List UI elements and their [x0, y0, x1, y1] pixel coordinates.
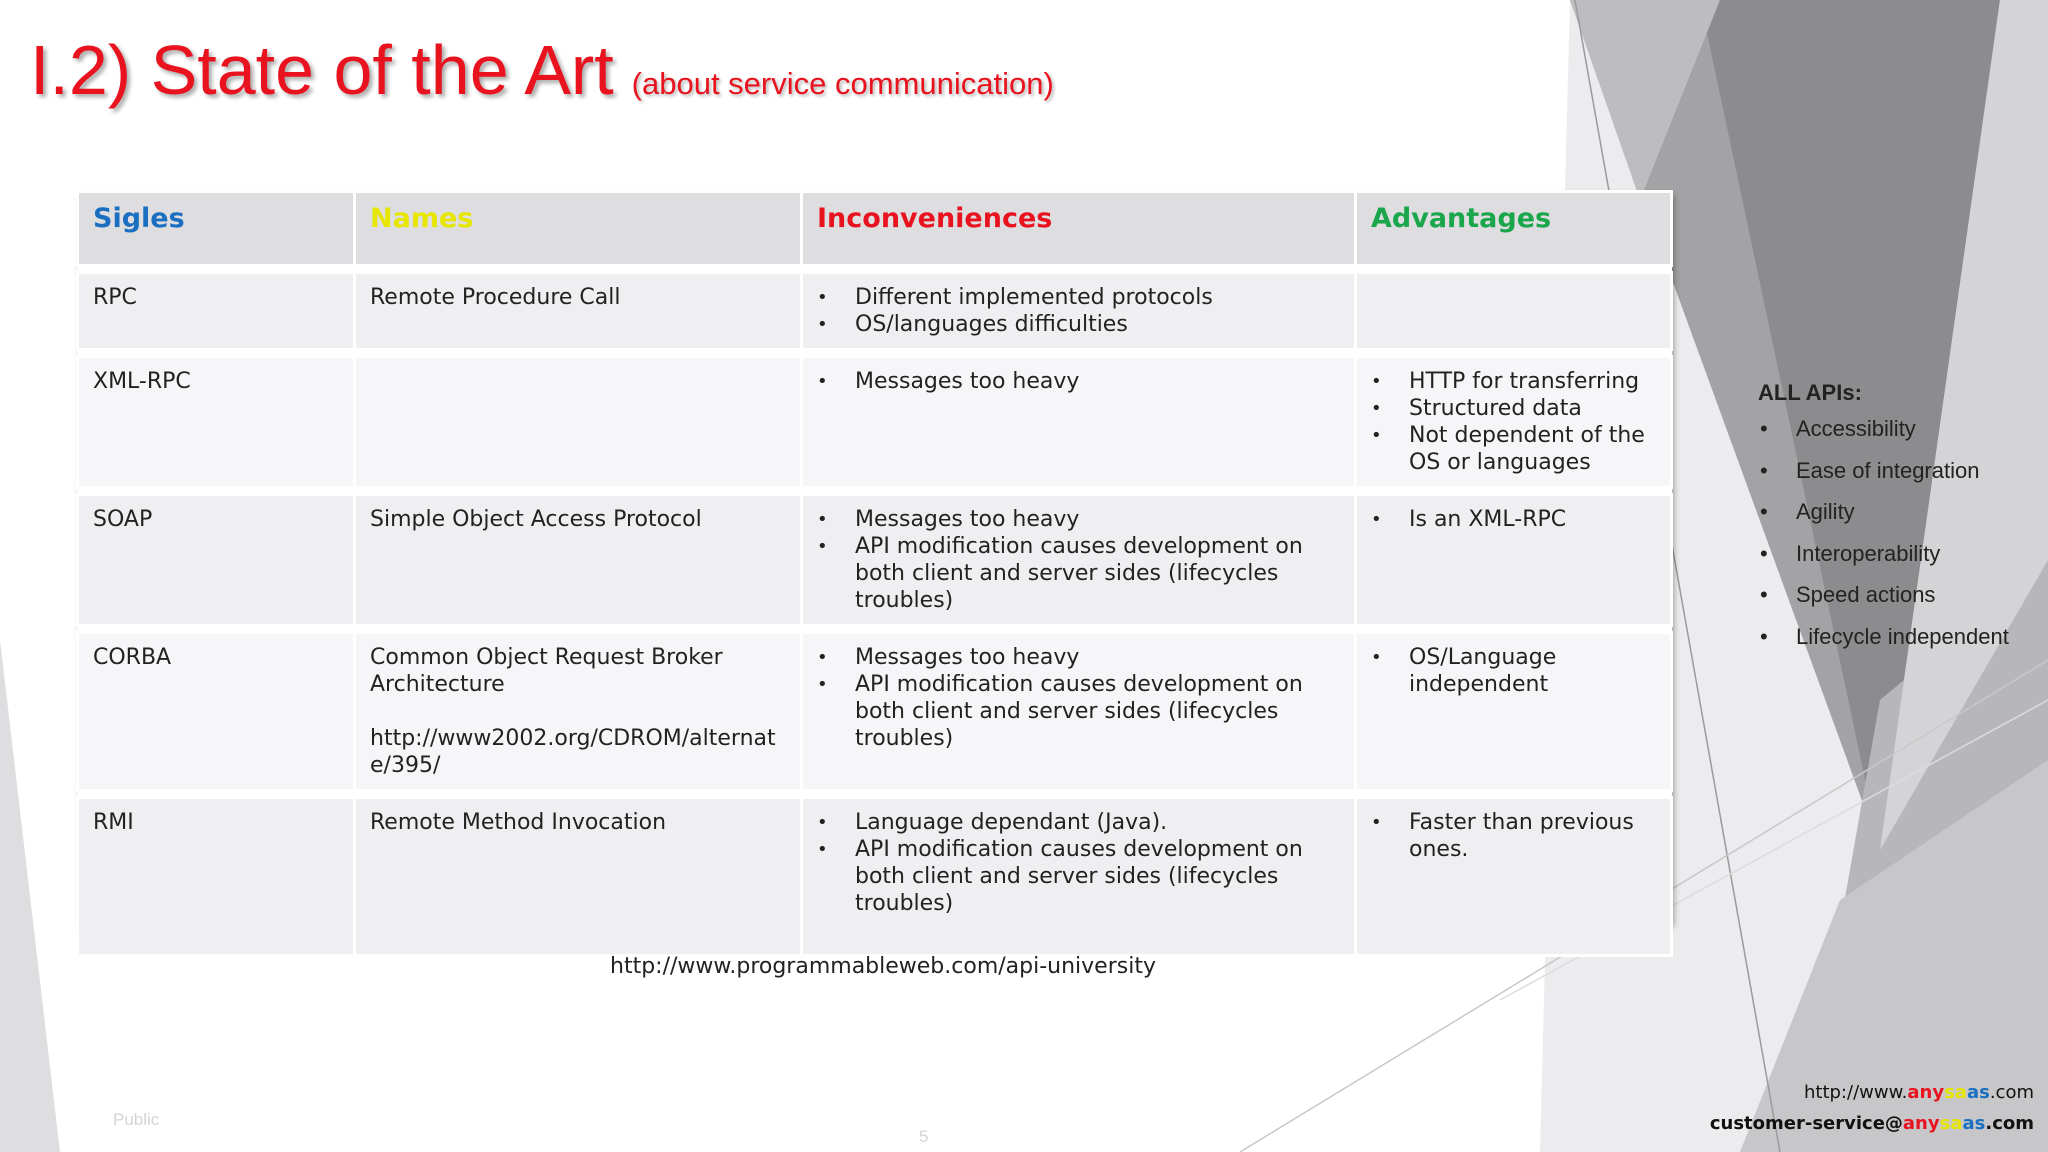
header-advantages: Advantages: [1356, 192, 1672, 266]
advantages-list: [1371, 644, 1656, 698]
row-separator: [78, 350, 1672, 357]
table-row: [78, 495, 1672, 626]
brand-part: sa: [1944, 1082, 1967, 1103]
brand-name: [1903, 1113, 1985, 1134]
list-item: • API modification causes development on both client and server sides (lifecycles troubles): [817, 671, 1340, 752]
cell-advantages: [1356, 798, 1672, 956]
cell-name: [355, 633, 802, 791]
api-item: • Speed actions: [1758, 582, 2009, 624]
table-row: [78, 798, 1672, 956]
cell-sigle: XML-RPC: [78, 357, 355, 488]
inconveniences-list: [817, 809, 1340, 917]
row-separator-cell: [78, 626, 1672, 633]
cell-advantages: [1356, 273, 1672, 350]
list-item: • Different implemented protocols: [817, 284, 1340, 311]
row-separator-cell: [78, 266, 1672, 273]
advantages-list: [1371, 368, 1656, 476]
cell-sigle: RPC: [78, 273, 355, 350]
table-header-row: [78, 192, 1672, 266]
row-separator-cell: [78, 488, 1672, 495]
title-subtitle: (about service communication): [631, 66, 1054, 101]
slide-title: [30, 30, 1054, 110]
brand-name: [1907, 1082, 1989, 1103]
apis-panel: [1758, 380, 2009, 665]
row-separator: [78, 626, 1672, 633]
list-item: • Is an XML-RPC: [1371, 506, 1656, 533]
title-main: I.2) State of the Art: [30, 31, 614, 109]
table-row: [78, 273, 1672, 350]
cell-sigle: CORBA: [78, 633, 355, 791]
name-text: Simple Object Access Protocol: [370, 507, 702, 532]
source-url: http://www.programmableweb.com/api-university: [610, 954, 1156, 979]
row-separator-cell: [78, 350, 1672, 357]
cell-inconveniences: [802, 798, 1356, 956]
brand-part: as: [1966, 1082, 1990, 1103]
list-item: • HTTP for transferring: [1371, 368, 1656, 395]
brand-part: any: [1902, 1113, 1940, 1134]
cell-advantages: [1356, 495, 1672, 626]
apis-heading: ALL APIs:: [1758, 380, 1862, 405]
name-text: Common Object Request Broker Architecture: [370, 645, 723, 697]
list-item: • Language dependant (Java).: [817, 809, 1340, 836]
inconveniences-list: [817, 284, 1340, 338]
contact-website: http://www.anysaas.com: [1803, 1082, 2034, 1103]
cell-name: [355, 273, 802, 350]
row-separator: [78, 488, 1672, 495]
name-text: Remote Method Invocation: [370, 810, 667, 835]
cell-inconveniences: [802, 273, 1356, 350]
inconveniences-list: [817, 506, 1340, 614]
cell-sigle: RMI: [78, 798, 355, 956]
row-separator: [78, 266, 1672, 273]
footer-label: Public: [113, 1110, 160, 1129]
brand-part: sa: [1939, 1113, 1963, 1134]
name-url: http://www2002.org/CDROM/alternate/395/: [370, 726, 776, 778]
cell-advantages: [1356, 633, 1672, 791]
cell-name: [355, 798, 802, 956]
list-item: • Structured data: [1371, 395, 1656, 422]
brand-part: as: [1962, 1113, 1986, 1134]
table-row: [78, 357, 1672, 488]
api-item: • Lifecycle independent: [1758, 624, 2009, 666]
table-body: [78, 266, 1672, 956]
row-separator: [78, 791, 1672, 798]
inconveniences-list: [817, 368, 1340, 395]
inconveniences-list: [817, 644, 1340, 752]
cell-inconveniences: [802, 357, 1356, 488]
cell-inconveniences: [802, 495, 1356, 626]
brand-part: any: [1907, 1082, 1945, 1103]
api-item: • Agility: [1758, 499, 2009, 541]
advantages-list: [1371, 809, 1656, 863]
contact-block: [1710, 1077, 2034, 1139]
header-sigles: Sigles: [78, 192, 355, 266]
cell-inconveniences: [802, 633, 1356, 791]
header-inconveniences: Inconveniences: [802, 192, 1356, 266]
api-item: • Accessibility: [1758, 416, 2009, 458]
list-item: • API modification causes development on both client and server sides (lifecycles troubles): [817, 836, 1340, 917]
list-item: • OS/Language independent: [1371, 644, 1656, 698]
cell-name: [355, 357, 802, 488]
name-text: Remote Procedure Call: [370, 285, 621, 310]
list-item: • Not dependent of the OS or languages: [1371, 422, 1656, 476]
list-item: • Messages too heavy: [817, 506, 1340, 533]
advantages-list: [1371, 506, 1656, 533]
list-item: • Messages too heavy: [817, 368, 1340, 395]
list-item: • OS/languages difficulties: [817, 311, 1340, 338]
apis-list: [1758, 416, 2009, 665]
cell-name: [355, 495, 802, 626]
table-row: [78, 633, 1672, 791]
page-number: 5: [919, 1127, 929, 1146]
cell-sigle: SOAP: [78, 495, 355, 626]
api-item: • Interoperability: [1758, 541, 2009, 583]
row-separator-cell: [78, 791, 1672, 798]
list-item: • Messages too heavy: [817, 644, 1340, 671]
contact-email: customer-service@anysaas.com: [1709, 1113, 2034, 1134]
comparison-table: [76, 190, 1670, 922]
header-names: Names: [355, 192, 802, 266]
cell-advantages: [1356, 357, 1672, 488]
list-item: • API modification causes development on both client and server sides (lifecycles troubles): [817, 533, 1340, 614]
list-item: • Faster than previous ones.: [1371, 809, 1656, 863]
api-item: • Ease of integration: [1758, 458, 2009, 500]
